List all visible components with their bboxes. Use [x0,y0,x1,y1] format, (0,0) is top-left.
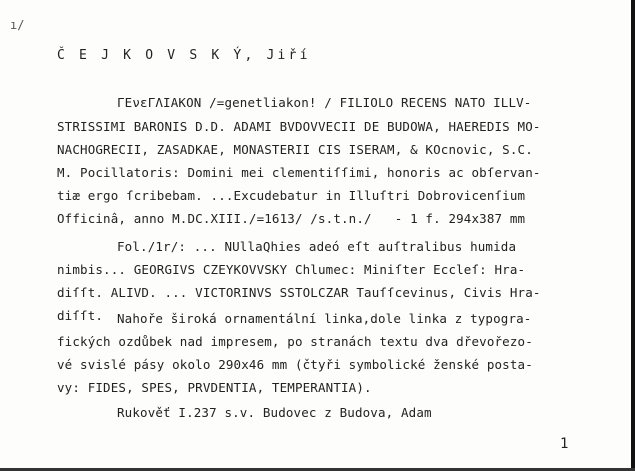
card-edge-right [631,0,635,471]
note-line: vé svislé pásy okolo 290x46 mm (čtyři symbolické ženské posta- [57,357,533,372]
note-line: vy: FIDES, SPES, PRVDENTIA, TEMPERANTIA). [57,380,372,395]
folio-line: diſſt. ALIVD. ... VICTORINVS SSTOLCZAR Tauſſcevinus, Civis Hra- [57,285,541,300]
page-number: 1 [560,436,569,452]
folio-line: nimbis... GEORGIVS CZEYKOVVSKY Chlumec: Miniſter Eccleſ: Hra- [57,262,526,277]
author-heading: Č E J K O V S K Ý, Jiří [57,48,311,63]
title-line: M. Pocillatoris: Domini mei clementiſſimi, honoris ac obſervan- [57,165,541,180]
title-line: STRISSIMI BARONIS D.D. ADAMI BVDOVVECII DE BUDOWA, HAEREDIS MO- [57,119,541,134]
note-line: fických ozdůbek nad impresem, po stranách textu dva dřevořezo- [57,334,533,349]
folio-line: Fol./1r/: ... NUllaQhies adeó eſt auſtralibus humida [117,239,517,254]
title-line: tiæ ergo ſcribebam. ...Excudebatur in Illuſtri Dobrovicenſium [57,188,526,203]
title-line: NACHOGRECII, ZASADKAE, MONASTERII CIS ISERAM, & KOcnovic, S.C. [57,142,533,157]
note-line: Nahoře široká ornamentální linka,dole linka z typogra- [117,311,532,326]
corner-mark: ı/ [10,18,25,32]
reference-line: Rukověť I.237 s.v. Budovec z Budova, Adam [117,405,432,420]
folio-line: diſſt. [57,308,104,323]
imprint-line: Officinâ, anno M.DC.XIII./=1613/ /s.t.n./ - 1 f. 294x387 mm [57,211,526,226]
title-line: ΓΕνεΓΛΙΑΚΟΝ /=genetliakon! / FILIOLO RECENS NATO ILLV- [117,95,532,110]
